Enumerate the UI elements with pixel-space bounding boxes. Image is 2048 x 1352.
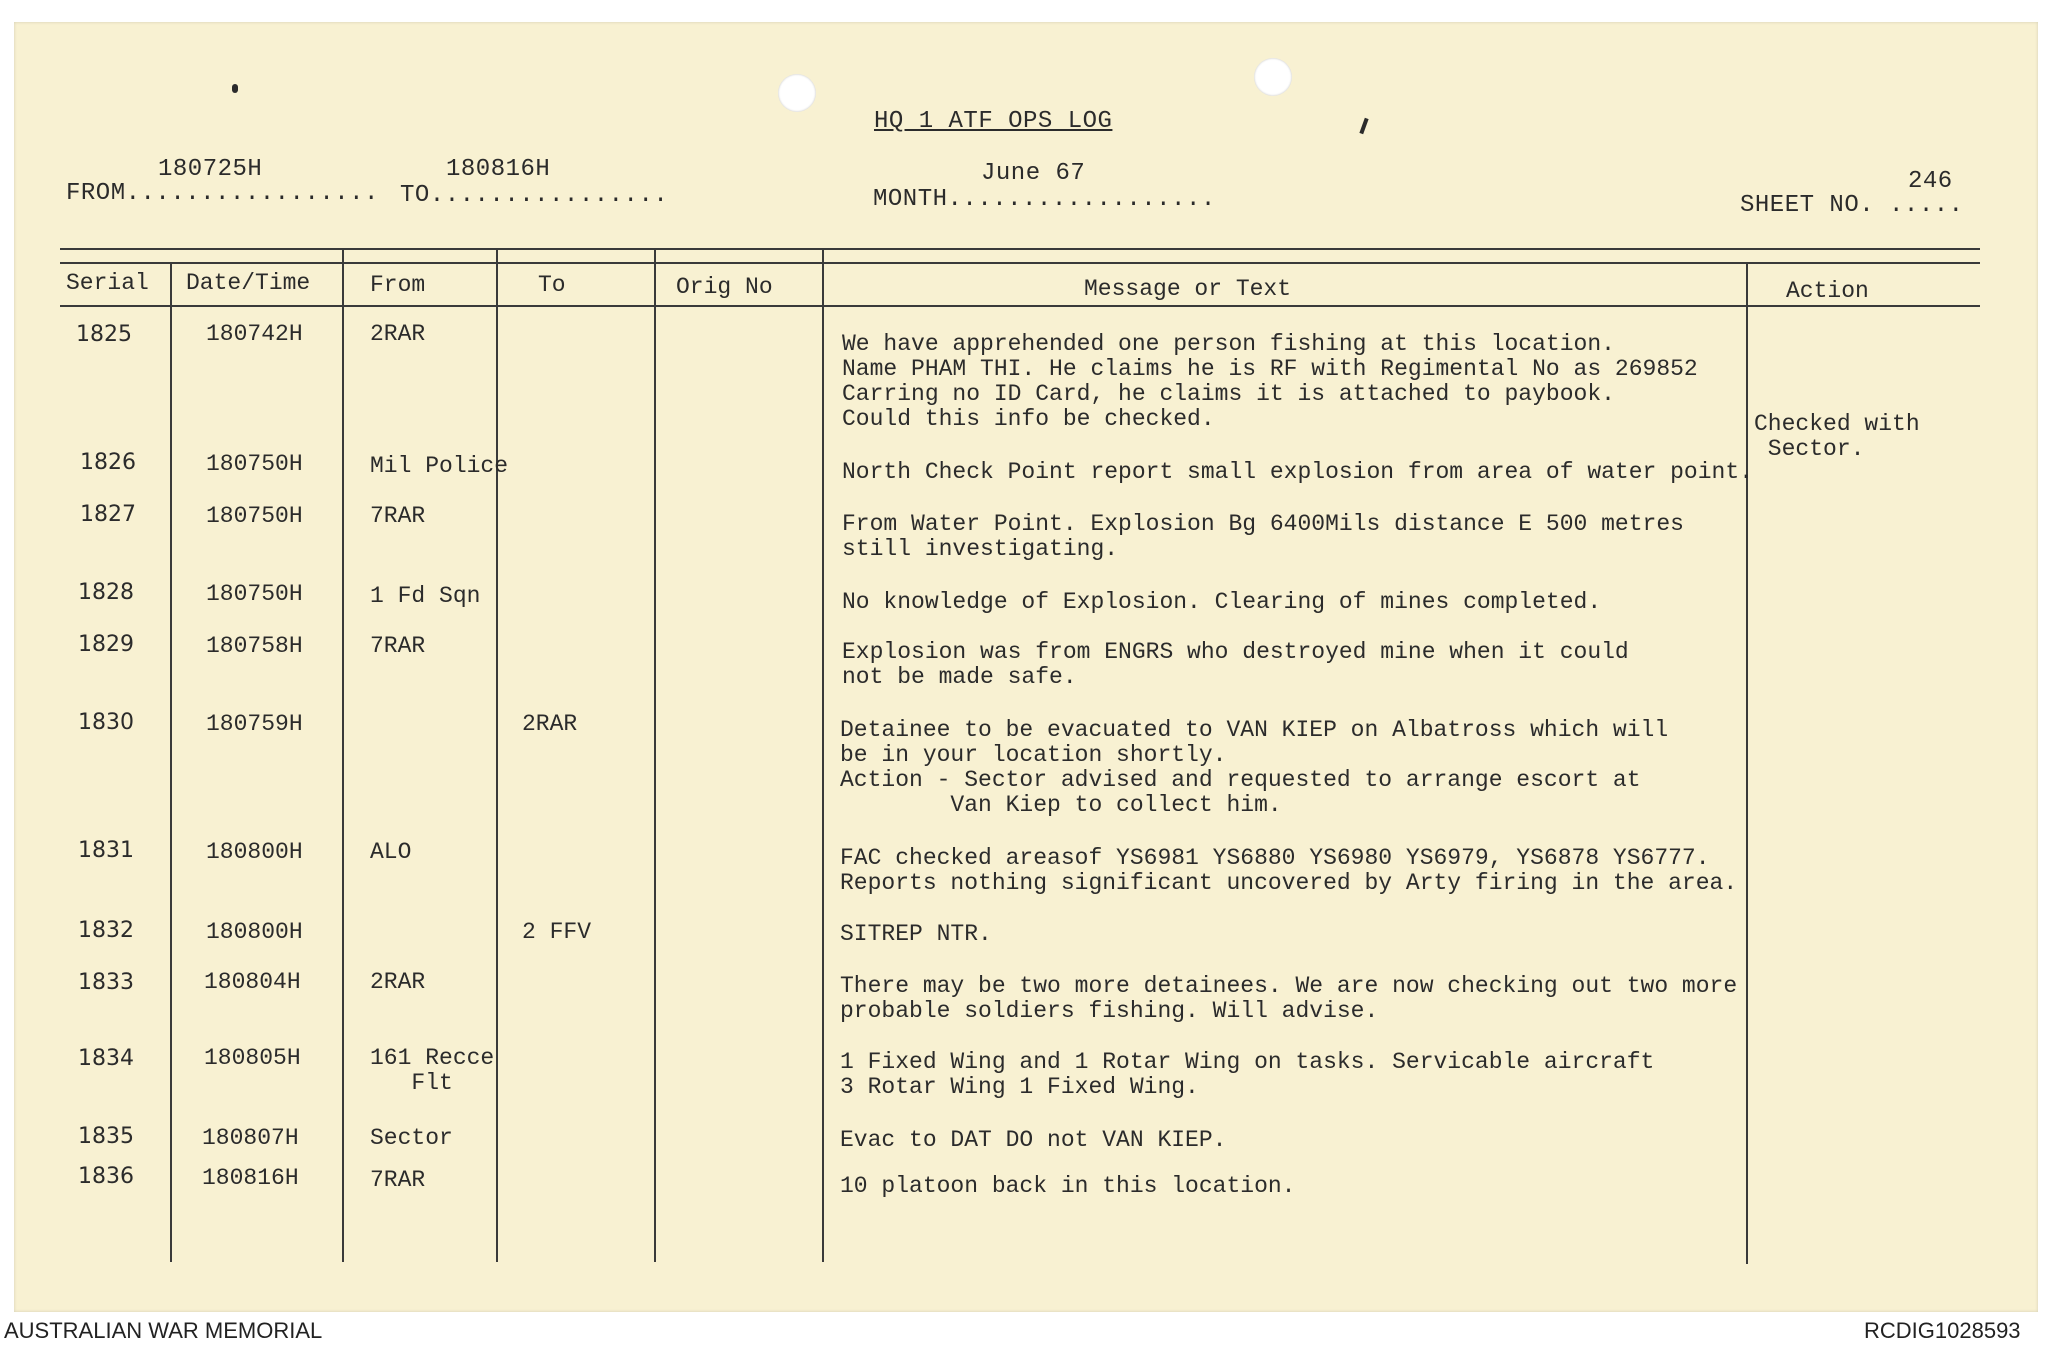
to-cell: 2RAR	[522, 711, 578, 737]
header-to: To	[538, 272, 566, 298]
serial-cell: 1834	[78, 1046, 134, 1071]
datetime-cell: 180816H	[202, 1165, 299, 1191]
header-from: From	[370, 272, 426, 298]
datetime-cell: 180759H	[206, 711, 303, 737]
header-message: Message or Text	[1084, 276, 1292, 302]
col-divider-1	[170, 262, 172, 1262]
message-cell: 1 Fixed Wing and 1 Rotar Wing on tasks. Servicable aircraft 3 Rotar Wing 1 Fixed Wing.	[840, 1049, 1655, 1100]
col-divider-6	[1746, 262, 1748, 1264]
message-cell: Evac to DAT DO not VAN KIEP.	[840, 1127, 1227, 1153]
ink-speck	[232, 84, 238, 93]
archive-credit: AUSTRALIAN WAR MEMORIAL	[4, 1318, 323, 1343]
datetime-cell: 180750H	[206, 451, 303, 477]
serial-cell: 1831	[78, 838, 134, 863]
from-cell: 7RAR	[370, 1167, 426, 1193]
message-cell: North Check Point report small explosion from area of water point.	[842, 459, 1753, 485]
header-action: Action	[1786, 278, 1869, 304]
datetime-cell: 180800H	[206, 839, 303, 865]
header-bottom-rule	[60, 305, 1980, 307]
message-cell: SITREP NTR.	[840, 921, 992, 947]
datetime-cell: 180807H	[202, 1125, 299, 1151]
message-cell: FAC checked areasof YS6981 YS6880 YS6980 YS6979, YS6878 YS6777. Reports nothing significant uncovered by Arty firing in the area.	[840, 845, 1738, 896]
serial-cell: 1827	[80, 502, 136, 527]
datetime-cell: 180758H	[206, 633, 303, 659]
message-cell: 10 platoon back in this location.	[840, 1173, 1296, 1199]
from-cell: Sector	[370, 1125, 453, 1151]
punch-hole-left	[778, 74, 816, 112]
message-cell: No knowledge of Explosion. Clearing of mines completed.	[842, 589, 1602, 615]
datetime-cell: 180742H	[206, 321, 303, 347]
message-cell: We have apprehended one person fishing at this location. Name PHAM THI. He claims he is RF with Regimental No as 269852 Carring no ID Card, he claims it is attached to paybook. Could this info be checked.	[842, 331, 1698, 432]
from-label: FROM.................	[66, 180, 379, 207]
datetime-cell: 180750H	[206, 503, 303, 529]
serial-cell: 1825	[76, 322, 132, 347]
datetime-cell: 180805H	[204, 1045, 301, 1071]
header-date-time: Date/Time	[186, 270, 311, 296]
serial-cell: 1829	[78, 632, 134, 657]
datetime-cell: 180804H	[204, 969, 301, 995]
punch-hole-right	[1254, 58, 1292, 96]
header-orig-no: Orig No	[676, 274, 773, 300]
to-cell: 2 FFV	[522, 919, 592, 945]
message-cell: Detainee to be evacuated to VAN KIEP on Albatross which will be in your location shortly. Action - Sector advised and requested to arrange escort at Van Kiep to collect him.	[840, 717, 1669, 818]
action-cell: Checked with Sector.	[1754, 411, 1920, 462]
datetime-cell: 180750H	[206, 581, 303, 607]
col-divider-3	[496, 250, 498, 1262]
from-value: 180725H	[158, 156, 263, 183]
from-cell: 2RAR	[370, 321, 426, 347]
col-divider-5	[822, 250, 824, 1262]
table-top-rule-2	[60, 262, 1980, 264]
log-title: HQ 1 ATF OPS LOG	[874, 108, 1113, 135]
serial-cell: 1836	[78, 1164, 134, 1189]
month-value: June 67	[981, 160, 1086, 187]
col-divider-4	[654, 250, 656, 1262]
from-cell: 2RAR	[370, 969, 426, 995]
serial-cell: 1835	[78, 1124, 134, 1149]
to-label: TO................	[400, 182, 669, 209]
table-top-rule	[60, 248, 1980, 250]
from-cell: 1 Fd Sqn	[370, 583, 481, 609]
from-cell: ALO	[370, 839, 412, 865]
serial-cell: 1833	[78, 970, 134, 995]
header-serial: Serial	[66, 270, 149, 296]
month-label: MONTH..................	[873, 186, 1216, 213]
message-cell: There may be two more detainees. We are now checking out two more probable soldiers fishing. Will advise.	[840, 973, 1738, 1024]
message-cell: From Water Point. Explosion Bg 6400Mils distance E 500 metres still investigating.	[842, 511, 1684, 562]
from-cell: 7RAR	[370, 633, 426, 659]
serial-cell: 1826	[80, 450, 136, 475]
sheet-value: 246	[1908, 168, 1953, 195]
serial-cell: 1830	[78, 710, 134, 735]
serial-cell: 1828	[78, 580, 134, 605]
datetime-cell: 180800H	[206, 919, 303, 945]
message-cell: Explosion was from ENGRS who destroyed mine when it could not be made safe.	[842, 639, 1629, 690]
archive-id: RCDIG1028593	[1864, 1318, 2021, 1343]
from-cell: 7RAR	[370, 503, 426, 529]
from-cell: Mil Police	[370, 453, 509, 479]
serial-cell: 1832	[78, 918, 134, 943]
sheet-label: SHEET NO. .....	[1740, 192, 1964, 219]
from-cell: 161 Recce Flt	[370, 1045, 495, 1096]
to-value: 180816H	[446, 156, 551, 183]
col-divider-2	[342, 250, 344, 1262]
